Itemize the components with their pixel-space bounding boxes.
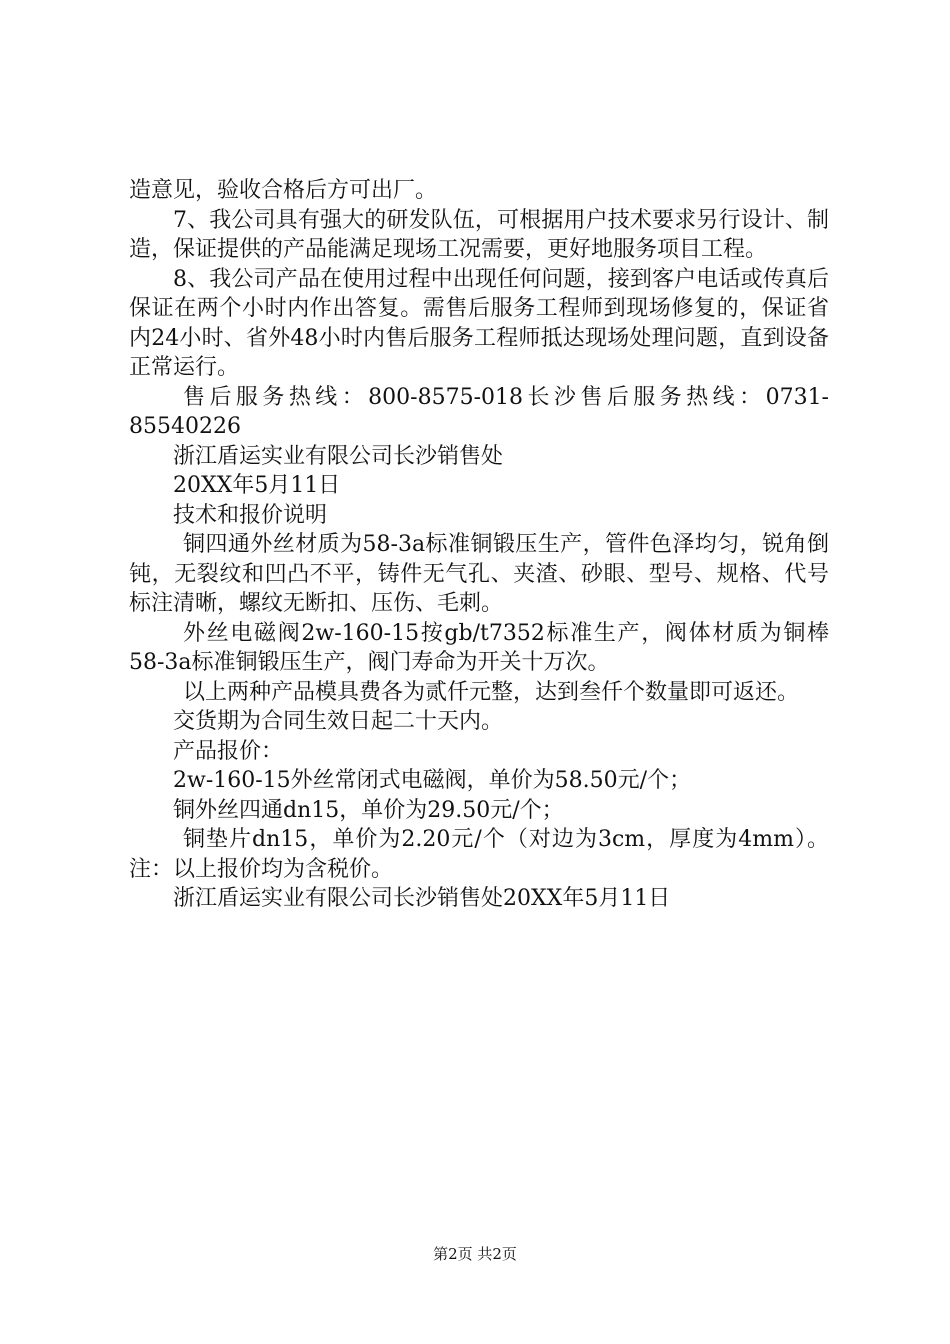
section-title: 技术和报价说明 [173, 502, 328, 528]
paragraph-3: 8、我公司产品在使用过程中出现任何问题，接到客户电话或传真后保证在两个小时内作出答复。需售后服务工程师到现场修复的，保证省内24小时、省外48小时内售后服务工程师抵达现场处理问题，直到设备正常运行。 [129, 266, 829, 380]
paragraph-valve-spec: 外丝电磁阀2w-160-15按gb/t7352标准生产，阀体材质为铜棒58-3a标准铜锻压生产，阀门寿命为开关十万次。 [129, 620, 829, 675]
page-number-footer: 第2页 共2页 [433, 1245, 517, 1263]
paragraph-2: 7、我公司具有强大的研发队伍，可根据用户技术要求另行设计、制造，保证提供的产品能满足现场工况需要，更好地服务项目工程。 [129, 207, 829, 262]
paragraph-delivery: 交货期为合同生效日起二十天内。 [173, 709, 504, 734]
quote-item-valve: 2w-160-15外丝常闭式电磁阀，单价为58.50元/个； [173, 768, 692, 793]
document-body [129, 176, 829, 914]
paragraph-tee-spec: 铜四通外丝材质为58-3a标准铜锻压生产，管件色泽均匀，锐角倒钝，无裂纹和凹凸不平，铸件无气孔、夹渣、砂眼、型号、规格、代号标注清晰，螺纹无断扣、压伤、毛刺。 [129, 532, 829, 616]
quote-item-tee: 铜外丝四通dn15，单价为29.50元/个； [173, 797, 564, 823]
paragraph-date-1: 20XX年5月11日 [173, 473, 341, 498]
paragraph-quote-title: 产品报价： [173, 738, 284, 764]
paragraph-signature: 浙江盾运实业有限公司长沙销售处20XX年5月11日 [173, 886, 671, 911]
paragraph-1: 造意见，验收合格后方可出厂。 [129, 178, 438, 203]
paragraph-mold-fee: 以上两种产品模具费各为贰仟元整，达到叁仟个数量即可返还。 [183, 679, 800, 705]
paragraph-company-1: 浙江盾运实业有限公司长沙销售处 [173, 443, 504, 469]
paragraph-hotline: 售后服务热线：800-8575-018长沙售后服务热线：0731-85540226 [129, 384, 829, 439]
quote-item-gasket: 铜垫片dn15，单价为2.20元/个（对边为3cm，厚度为4mm）。注：以上报价均为含税价。 [129, 827, 829, 882]
